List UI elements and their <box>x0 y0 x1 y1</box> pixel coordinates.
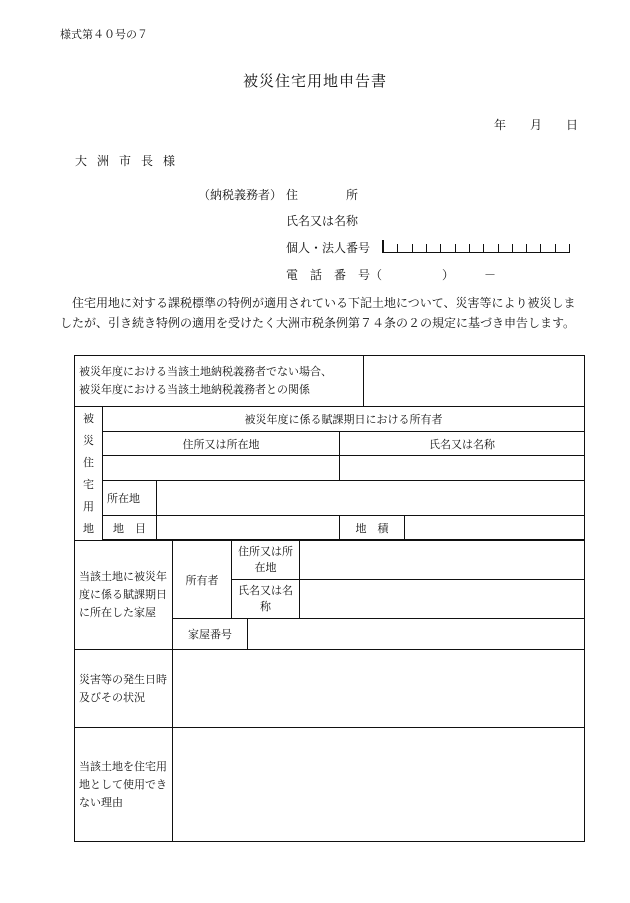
relationship-label-line1: 被災年度における当該土地納税義務者でない場合、 <box>79 365 332 378</box>
house-number-label: 家屋番号 <box>173 619 248 650</box>
location-input[interactable] <box>157 481 585 516</box>
house-number-input[interactable] <box>248 619 585 650</box>
owner-name-label: 氏名又は名称 <box>232 580 300 619</box>
declaration-text: 住宅用地に対する課税標準の特例が適用されている下記土地について、災害等により被災しましたが、引き続き特例の適用を受けたく大洲市税条例第７４条の２の規定に基づき申告します。 <box>60 296 576 330</box>
house-owner-name-input[interactable] <box>300 580 585 619</box>
house-owner-address-input[interactable] <box>300 541 585 580</box>
owner-name-input[interactable] <box>340 456 585 481</box>
area-label: 地 積 <box>340 516 405 540</box>
date-month-label: 月 <box>530 118 543 132</box>
reason-label: 当該土地を住宅用地として使用できない理由 <box>75 728 173 842</box>
form-number: 様式第４０号の７ <box>60 28 148 41</box>
owner-address-label: 住所又は所在地 <box>232 541 300 580</box>
relationship-label <box>75 356 364 407</box>
house-label: 当該土地に被災年度に係る賦課期日に所在した家屋 <box>75 541 173 650</box>
phone-value[interactable]: （ ） － <box>370 268 497 282</box>
land-category-input[interactable] <box>157 516 340 540</box>
area-input[interactable] <box>405 516 585 540</box>
disaster-label: 災害等の発生日時及びその状況 <box>75 650 173 728</box>
name-header: 氏名又は名称 <box>340 432 585 456</box>
mynumber-boxes[interactable] <box>382 238 570 252</box>
phone-row <box>286 266 496 283</box>
name-label: 氏名又は名称 <box>286 214 359 228</box>
addressee: 大洲市長様 <box>75 154 186 168</box>
reason-input[interactable] <box>173 728 585 842</box>
owner-header: 被災年度に係る賦課期日における所有者 <box>103 407 585 432</box>
phone-label: 電 話 番 号 <box>286 268 371 282</box>
disaster-input[interactable] <box>173 650 585 728</box>
address-label: 住 所 <box>286 188 359 202</box>
land-side-label-text: 被災住宅用地 <box>83 411 94 535</box>
mynumber-label: 個人・法人番号 <box>286 241 371 255</box>
date-day-label: 日 <box>566 118 579 132</box>
address-header: 住所又は所在地 <box>103 432 340 456</box>
date-year-label: 年 <box>494 118 507 132</box>
land-category-label: 地 目 <box>103 516 157 540</box>
taxpayer-role-label: （納税義務者） <box>198 188 283 202</box>
relationship-label-line2: 被災年度における当該土地納税義務者との関係 <box>79 383 310 396</box>
land-side-label <box>75 407 103 541</box>
relationship-input[interactable] <box>364 356 585 407</box>
owner-address-input[interactable] <box>103 456 340 481</box>
location-label: 所在地 <box>103 481 157 516</box>
declaration-table <box>74 355 585 842</box>
owner-label: 所有者 <box>173 541 232 619</box>
page-title: 被災住宅用地申告書 <box>242 72 387 90</box>
